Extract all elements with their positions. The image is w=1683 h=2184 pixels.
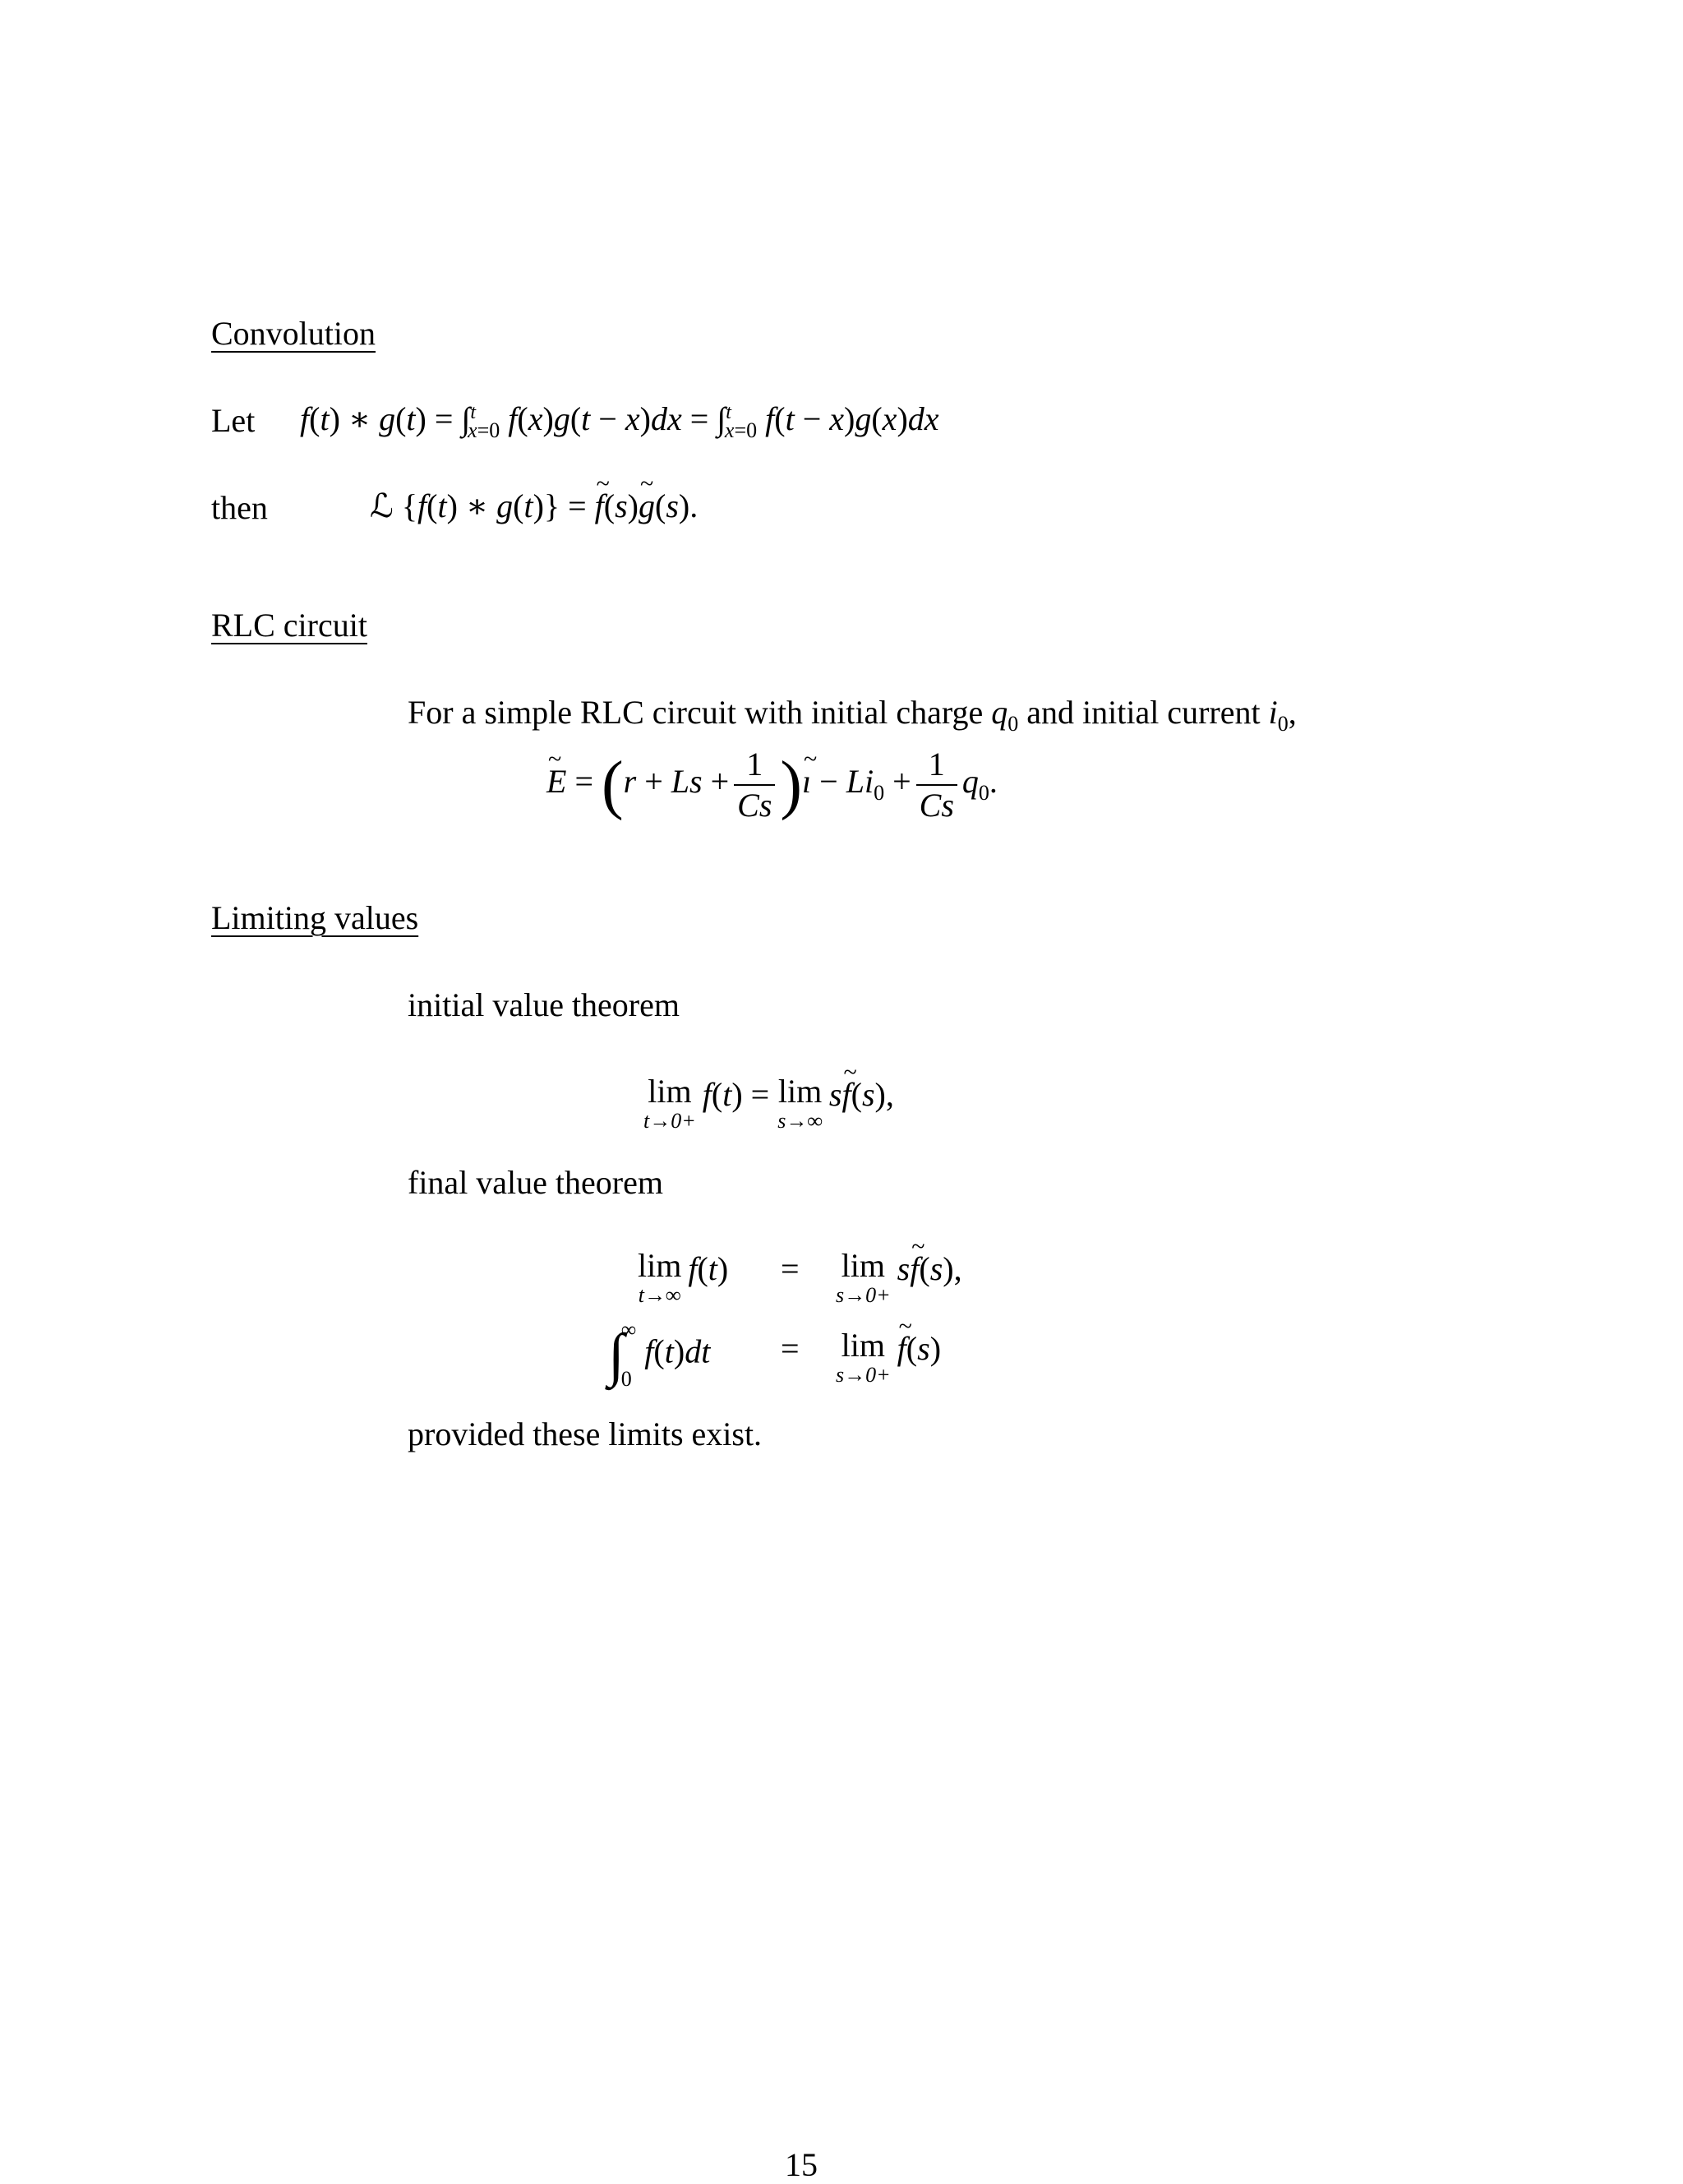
final-value-formula-2: ∫ ∞ 0 f(t)dt: [608, 1318, 711, 1392]
final-value-label: final value theorem: [408, 1164, 663, 1201]
rlc-intro-text: For a simple RLC circuit with initial charge $q_0$ and initial current $i_0$,: [408, 694, 1297, 736]
rlc-intro-end: ,: [1288, 694, 1297, 731]
initial-value-formula: lim t→0+ f(t) = lim s→∞ s~ f(s),: [643, 1075, 894, 1134]
initial-value-label: initial value theorem: [408, 986, 680, 1023]
rlc-intro-mid: and initial current: [1026, 694, 1261, 731]
final-value-eq-2: =: [781, 1330, 800, 1367]
final-value-rhs-1: lim s→0+ s~ f(s),: [836, 1249, 962, 1308]
final-value-eq-1: =: [781, 1250, 800, 1287]
then-label: then: [211, 489, 268, 526]
laplace-convolution-formula: ℒ {f(t) ∗ g(t)} = ~ f(s)~ g(s).: [370, 487, 698, 525]
final-value-rhs-2: lim s→0+ ~ f(s): [836, 1329, 941, 1388]
page-number: 15: [785, 2146, 818, 2183]
final-value-formula-1: lim t→∞ f(t): [638, 1247, 729, 1307]
rlc-heading: RLC circuit: [211, 607, 367, 644]
rlc-intro-start: For a simple RLC circuit with initial charge: [408, 694, 984, 731]
rlc-equation: ~ E = (r + Ls + $\frac{1}{Cs}$ )~ ı − $Li_0$ + $\frac{1}{Cs}$ $q_0$.: [546, 748, 998, 822]
convolution-definition: f(t) ∗ $g(t) = \int t_{x=0}$ f(x)g(t − x)dx = ∫$^t_{x=0}$ f(t − x)g(x)dx: [300, 400, 939, 442]
limiting-values-heading: Limiting values: [211, 899, 419, 936]
convolution-heading: Convolution: [211, 315, 376, 352]
limits-exist-text: provided these limits exist.: [408, 1415, 763, 1452]
let-label: Let: [211, 402, 256, 439]
